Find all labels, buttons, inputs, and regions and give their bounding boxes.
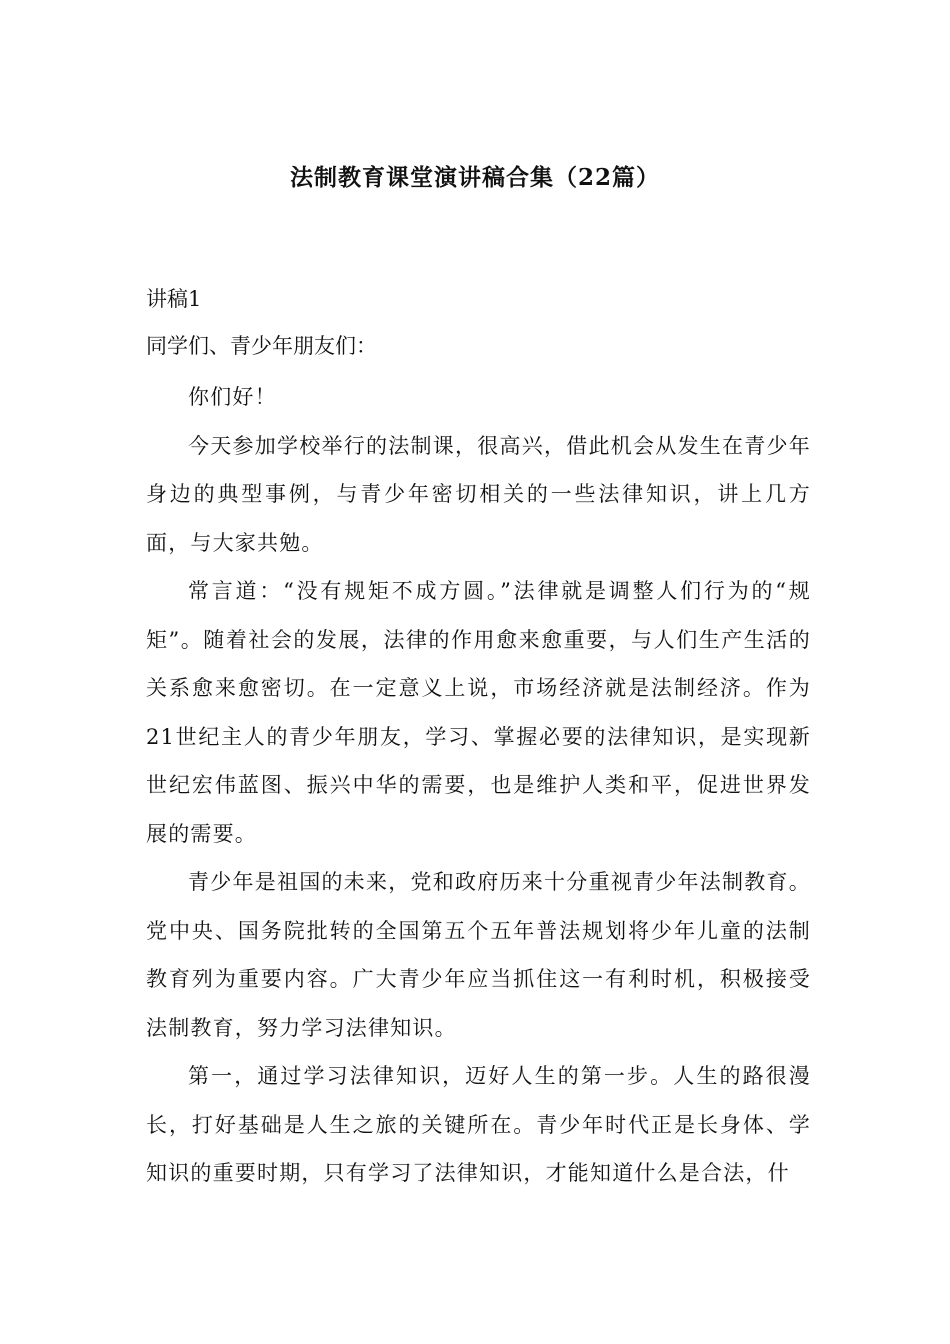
paragraph-first-point: 第一，通过学习法律知识，迈好人生的第一步。人生的路很漫长，打好基础是人生之旅的关键所在。青少年时代正是长身体、学知识的重要时期，只有学习了法律知识，才能知道什么是合法，什: [146, 1064, 811, 1185]
document-body: [146, 283, 811, 1198]
section-heading: 讲稿1: [146, 287, 202, 311]
salutation: 同学们、青少年朋友们：: [146, 334, 377, 358]
document-title: 法制教育课堂演讲稿合集（22篇）: [289, 164, 660, 191]
paragraph-rules: 常言道：“没有规矩不成方圆。”法律就是调整人们行为的“规矩”。随着社会的发展，法律的作用愈来愈重要，与人们生产生活的关系愈来愈密切。在一定意义上说，市场经济就是法制经济。作为21世纪主人的青少年朋友，学习、掌握必要的法律知识，是实现新世纪宏伟蓝图、振兴中华的需要，也是维护人类和平，促进世界发展的需要。: [146, 579, 811, 846]
paragraph-greeting: 你们好！: [188, 385, 277, 409]
paragraph-intro: 今天参加学校举行的法制课，很高兴，借此机会从发生在青少年身边的典型事例，与青少年密切相关的一些法律知识，讲上几方面，与大家共勉。: [146, 433, 811, 555]
paragraph-youth: 青少年是祖国的未来，党和政府历来十分重视青少年法制教育。党中央、国务院批转的全国第五个五年普法规划将少年儿童的法制教育列为重要内容。广大青少年应当抓住这一有利时机，积极接受法制教育，努力学习法律知识。: [146, 870, 811, 1040]
